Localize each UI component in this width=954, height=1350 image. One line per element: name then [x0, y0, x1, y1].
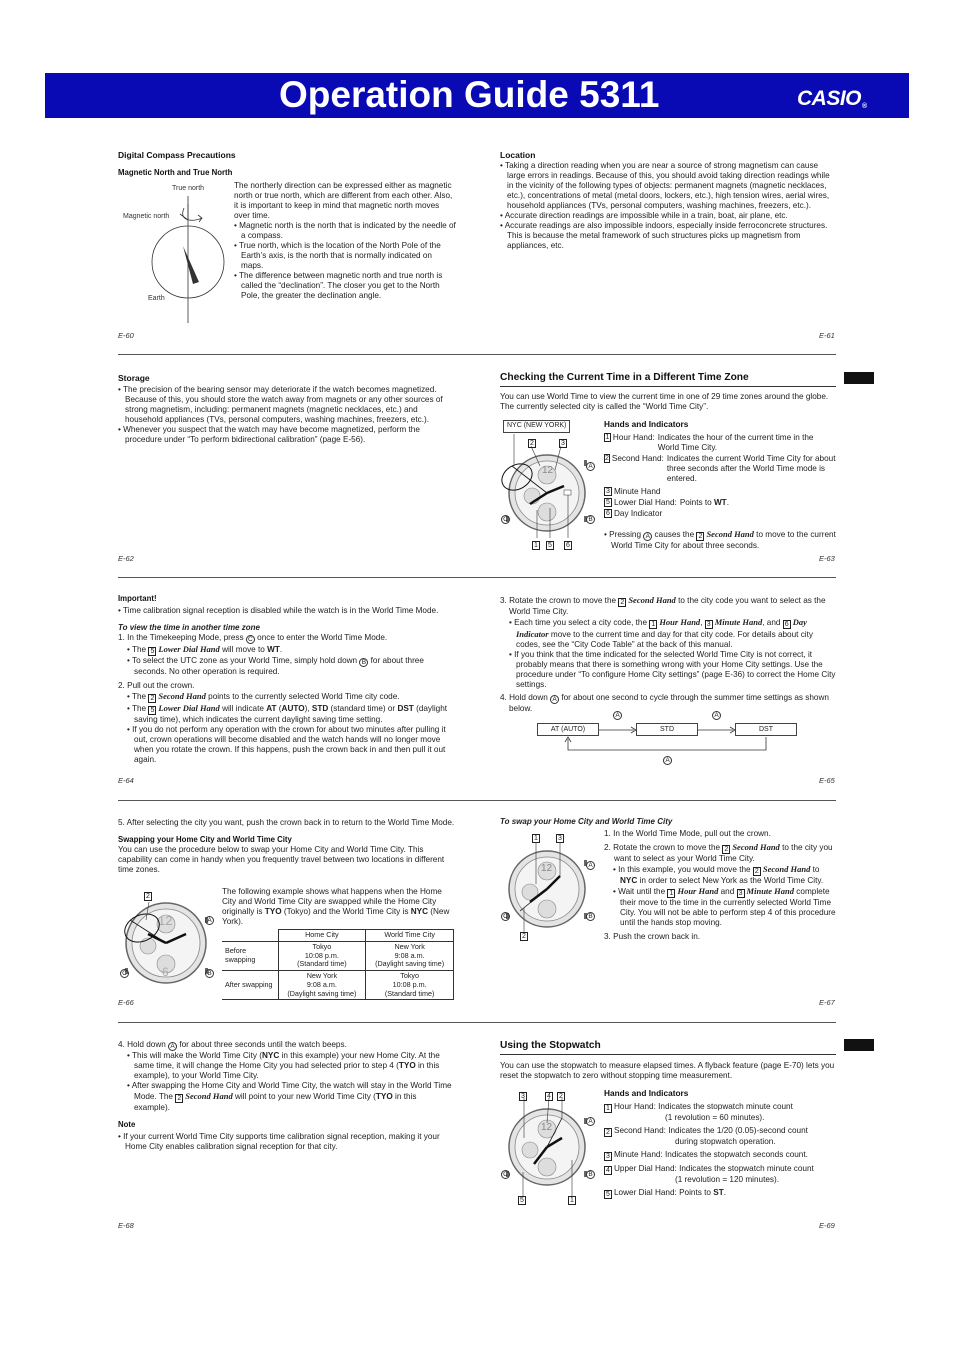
page-number: E-69	[819, 1221, 835, 1230]
section-swap-procedure	[500, 817, 836, 827]
hand-item: 3 Minute Hand	[604, 487, 836, 497]
bullet: • The precision of the bearing sensor may deteriorate if the watch becomes magnetized. Because of this, you should store the watch away from magnets or any other sources of strong magnetism, including: permanent magnets (magnetic necklaces, etc.) and household appliances (TVs, personal computers, washing machines, freezers, etc.).	[118, 385, 443, 425]
hand-number-1: 1	[568, 1196, 576, 1205]
bullet: • If you do not perform any operation with the crown for about two minutes after pulling it out, crown operations will become disabled and the watch hands will no longer move when you rotate the crown. If this happens, push the crown back in and then pull it out again.	[127, 725, 446, 765]
bullet: • The 5 Lower Dial Hand will move to WT.	[127, 644, 283, 656]
swap-table	[222, 929, 454, 1000]
button-a-icon: A	[586, 1117, 595, 1126]
hands-list-world-time	[604, 419, 836, 551]
bullet: • The 2 Second Hand points to the currently selected World Time city code.	[127, 691, 400, 703]
button-b-icon: B	[586, 515, 595, 524]
bullet: • If you think that the time indicated for the selected World Time City is not correct, it probably means that there is something wrong with your Home City settings. Use the procedure under “To configure Home City settings” (page E-36) to correct the Home City settings.	[509, 650, 836, 689]
swap-intro: You can use the procedure below to swap your Home City and World Time City. This capability can come in handy when you frequently travel between two locations in different time zones.	[118, 844, 445, 874]
table-row: After swapping New York 9:08 a.m. (Daylight saving time) Tokyo 10:08 p.m. (Standard time)	[222, 971, 454, 1000]
button-a-icon: A	[586, 861, 595, 870]
subheading: Magnetic North and True North	[118, 168, 233, 178]
hands-list-stopwatch	[604, 1088, 836, 1199]
svg-text:12: 12	[542, 465, 554, 476]
watch-diagram-swap-step	[500, 834, 600, 944]
swap-example-text: The following example shows what happens when the Home City and World Time City are swapped while the Home City originally is TYO (Tokyo) and the World Time City is NYC (New York).	[222, 887, 450, 926]
hand-number-2: 2	[520, 932, 528, 941]
subheading: Swapping your Home City and World Time City	[118, 835, 292, 844]
button-b-icon: B	[205, 969, 214, 978]
hand-item: 4 Upper Dial Hand: Indicates the stopwatch minute count (1 revolution = 120 minutes).	[604, 1164, 836, 1185]
bullet: • Accurate readings are also impossible indoors, especially inside ferroconcrete structures. This is because the metal framework of such structures picks up magnetism from appliances, etc.	[500, 221, 828, 251]
section-heading: Using the Stopwatch	[500, 1040, 836, 1055]
bullet: • Taking a direction reading when you are near a source of strong magnetism can cause large errors in readings. Because of this, you should avoid taking direction readings while in the vicinity of the following types of objects: permanent magnets (magnetic necklaces, etc.), concentrations of metal (metal doors, lockers, etc.), high tension wires, aerial wires, household appliances (TVs, personal computers, washing machines, freezers, etc.).	[500, 161, 830, 211]
section-compass-precautions	[118, 150, 458, 178]
flow-dst: DST	[735, 723, 797, 736]
bullet: • Time calibration signal reception is disabled while the watch is in the World Time Mode.	[118, 605, 439, 615]
hand-number-3: 3	[559, 439, 567, 448]
hand-number-5: 5	[518, 1196, 526, 1205]
button-c-icon: C	[501, 1170, 510, 1179]
page-number: E-64	[118, 776, 134, 785]
section-storage	[118, 373, 454, 445]
page-number: E-65	[819, 776, 835, 785]
divider	[118, 354, 836, 355]
hand-item: 6 Day Indicator	[604, 509, 836, 519]
page-number: E-62	[118, 554, 134, 563]
step: 4. Hold down A for about one second to cycle through the summer time settings as shown below.	[500, 693, 829, 713]
section-select-city	[500, 595, 836, 714]
needle-icon	[183, 246, 199, 284]
svg-text:12: 12	[541, 1122, 553, 1133]
hand-number-3: 3	[556, 834, 564, 843]
divider	[118, 1022, 836, 1023]
bullet: • After swapping the Home City and World Time City, the watch will stay in the World Time Mode. The 2 Second Hand will point to your new World Time City (TYO in this example).	[127, 1081, 452, 1112]
bullet: • Accurate direction readings are impossible while in a train, boat, air plane, etc.	[500, 211, 788, 221]
section-swap-intro	[118, 818, 456, 875]
section-heading: Location	[500, 150, 536, 160]
hand-number-6: 6	[564, 541, 572, 550]
step: 2. Rotate the crown to move the 2 Second Hand to the city you want to select as your World Time City.	[604, 842, 833, 863]
column-header: World Time City	[366, 930, 454, 942]
hand-item: 5 Lower Dial Hand: Points to WT.	[604, 498, 836, 508]
button-c-icon: C	[501, 515, 510, 524]
button-b-icon: B	[586, 912, 595, 921]
hand-item: 5 Lower Dial Hand: Points to ST.	[604, 1188, 836, 1199]
button-a-icon: A	[613, 711, 622, 720]
hand-number-2: 2	[528, 439, 536, 448]
city-label: NYC (NEW YORK)	[503, 420, 570, 433]
section-heading: Digital Compass Precautions	[118, 150, 236, 160]
bullet: • If your current World Time City supports time calibration signal reception, making it your Home City enables calibration signal reception for that city.	[118, 1131, 440, 1151]
north-intro: The northerly direction can be expressed either as magnetic north or true north, which are different from each other. Also, it is important to keep in mind that magnetic north moves over time.	[234, 181, 453, 220]
button-c-icon: C	[120, 969, 129, 978]
section-view-other-zone	[118, 594, 456, 765]
note-heading: Note	[118, 1120, 136, 1129]
step: 5. After selecting the city you want, push the crown back in to return to the World Time Mode.	[118, 818, 455, 827]
button-a-icon: A	[663, 756, 672, 765]
section-stopwatch	[500, 1040, 836, 1081]
hand-number-1: 1	[532, 834, 540, 843]
button-a-icon: A	[205, 916, 214, 925]
important-heading: Important!	[118, 594, 157, 603]
step: 2. Pull out the crown.	[118, 681, 195, 691]
table-row: Before swapping Tokyo 10:08 p.m. (Standard time) New York 9:08 a.m. (Daylight saving time)	[222, 941, 454, 970]
magnetic-north-label: Magnetic north	[123, 213, 170, 220]
rotation-arrow	[183, 208, 202, 222]
hand-number-1: 1	[532, 541, 540, 550]
section-swap-finish	[118, 1040, 454, 1152]
hand-item: 1 Hour Hand: Indicates the hour of the current time in the World Time City.	[605, 433, 814, 453]
world-time-intro: You can use World Time to view the current time in one of 29 time zones around the globe. The currently selected city is called the “World Time City”.	[500, 392, 829, 412]
procedure-heading: To view the time in another time zone	[118, 622, 260, 632]
swap-example	[222, 887, 454, 927]
section-world-time	[500, 372, 836, 412]
button-c-icon: C	[501, 912, 510, 921]
bullet: • In this example, you would move the 2 Second Hand to NYC in order to select New York as the World Time City.	[613, 864, 824, 885]
hand-number-3: 3	[519, 1092, 527, 1101]
button-a-icon: A	[586, 462, 595, 471]
bullet: • Each time you select a city code, the 1 Hour Hand, 3 Minute Hand, and 6 Day Indicator move to the current time and day for that city code. For details about city codes, see the “City Code Table” at the back of this manual.	[509, 617, 813, 649]
hands-heading: Hands and Indicators	[604, 1088, 689, 1098]
edge-tab	[844, 372, 874, 384]
hands-heading: Hands and Indicators	[604, 419, 689, 429]
page-number: E-63	[819, 554, 835, 563]
stopwatch-intro: You can use the stopwatch to measure elapsed times. A flyback feature (page E-70) lets you reset the stopwatch to zero without stopping time measurement.	[500, 1061, 835, 1081]
bullet: • True north, which is the location of the North Pole of the Earth’s axis, is the north that is normally indicated on maps.	[234, 241, 441, 270]
bullet: • This will make the World Time City (NYC in this example) your new Home City. At the same time, it will change the Home City you had selected prior to step 4 (TYO in this example), to your World Time City.	[127, 1051, 440, 1080]
world-time-note: • Pressing A causes the 2 Second Hand to move to the current World Time City for about three seconds.	[604, 529, 836, 551]
north-text	[234, 181, 456, 301]
page-number: E-67	[819, 998, 835, 1007]
section-heading: Checking the Current Time in a Different Time Zone	[500, 372, 836, 387]
step: 4. Hold down A for about three seconds until the watch beeps.	[118, 1040, 347, 1050]
svg-text:6: 6	[162, 965, 169, 979]
flow-at-auto: AT (AUTO)	[537, 723, 599, 736]
edge-tab	[844, 1039, 874, 1051]
procedure-heading: To swap your Home City and World Time City	[500, 817, 673, 826]
hand-item: 2 Second Hand: Indicates the 1/20 (0.05)-second count during stopwatch operation.	[604, 1126, 836, 1147]
section-location	[500, 150, 836, 251]
page-number: E-66	[118, 998, 134, 1007]
page-number: E-60	[118, 331, 134, 340]
divider	[118, 800, 836, 801]
bullet: • Wait until the 1 Hour Hand and 3 Minute Hand complete their move to the time in the currently selected World Time City. You will not be able to perform step 4 of this procedure until the hands stop moving.	[613, 886, 836, 927]
bullet: • To select the UTC zone as your World Time, simply hold down B for about three seconds. No other operation is required.	[127, 656, 424, 677]
hand-item: 1 Hour Hand: Indicates the stopwatch minute count (1 revolution = 60 minutes).	[604, 1102, 836, 1123]
step: 3. Push the crown back in.	[604, 932, 701, 941]
watch-diagram-world-time	[500, 420, 600, 552]
section-heading: Storage	[118, 373, 150, 383]
watch-diagram-swap	[118, 890, 218, 990]
svg-text:12: 12	[541, 863, 553, 874]
hand-item: 2 Second Hand: Indicates the current World Time City for about three seconds after the World Time mode is entered.	[605, 454, 836, 484]
bullet: • The difference between magnetic north and true north is called the “declination”. The closer you get to the North Pole, the greater the declination angle.	[234, 271, 443, 300]
svg-text:12: 12	[158, 913, 173, 928]
summer-time-flow	[537, 710, 807, 770]
hand-number-2: 2	[144, 892, 152, 901]
bullet: • The 5 Lower Dial Hand will indicate AT (AUTO), STD (standard time) or DST (daylight saving time), which indicates the current daylight saving time setting.	[127, 703, 448, 725]
step: 1. In the Timekeeping Mode, press C once to enter the World Time Mode.	[118, 633, 388, 644]
button-b-icon: B	[586, 1170, 595, 1179]
button-a-icon: A	[712, 711, 721, 720]
page-number: E-68	[118, 1221, 134, 1230]
north-diagram	[118, 178, 228, 326]
swap-steps	[604, 829, 836, 942]
page-number: E-61	[819, 331, 835, 340]
step: 1. In the World Time Mode, pull out the crown.	[604, 829, 771, 838]
watch-diagram-stopwatch	[500, 1090, 600, 1208]
column-header: Home City	[278, 930, 366, 942]
flow-std: STD	[636, 723, 698, 736]
hand-number-5: 5	[546, 541, 554, 550]
casio-logo: CASIO®	[797, 87, 867, 110]
divider	[118, 577, 836, 578]
earth-label: Earth	[148, 295, 165, 302]
guide-header-bar	[45, 73, 909, 118]
page-title: Operation Guide 5311	[279, 74, 660, 115]
step: 3. Rotate the crown to move the 2 Second Hand to the city code you want to select as the World Time City.	[500, 595, 826, 616]
bullet: • Whenever you suspect that the watch may have become magnetized, perform the procedure under “To perform bidirectional calibration” (page E-56).	[118, 425, 420, 445]
true-north-label: True north	[172, 185, 205, 192]
bullet: • Magnetic north is the north that is indicated by the needle of a compass.	[234, 221, 456, 240]
hand-item: 3 Minute Hand: Indicates the stopwatch seconds count.	[604, 1150, 836, 1161]
hand-number-4: 4	[545, 1092, 553, 1101]
hand-number-2: 2	[557, 1092, 565, 1101]
